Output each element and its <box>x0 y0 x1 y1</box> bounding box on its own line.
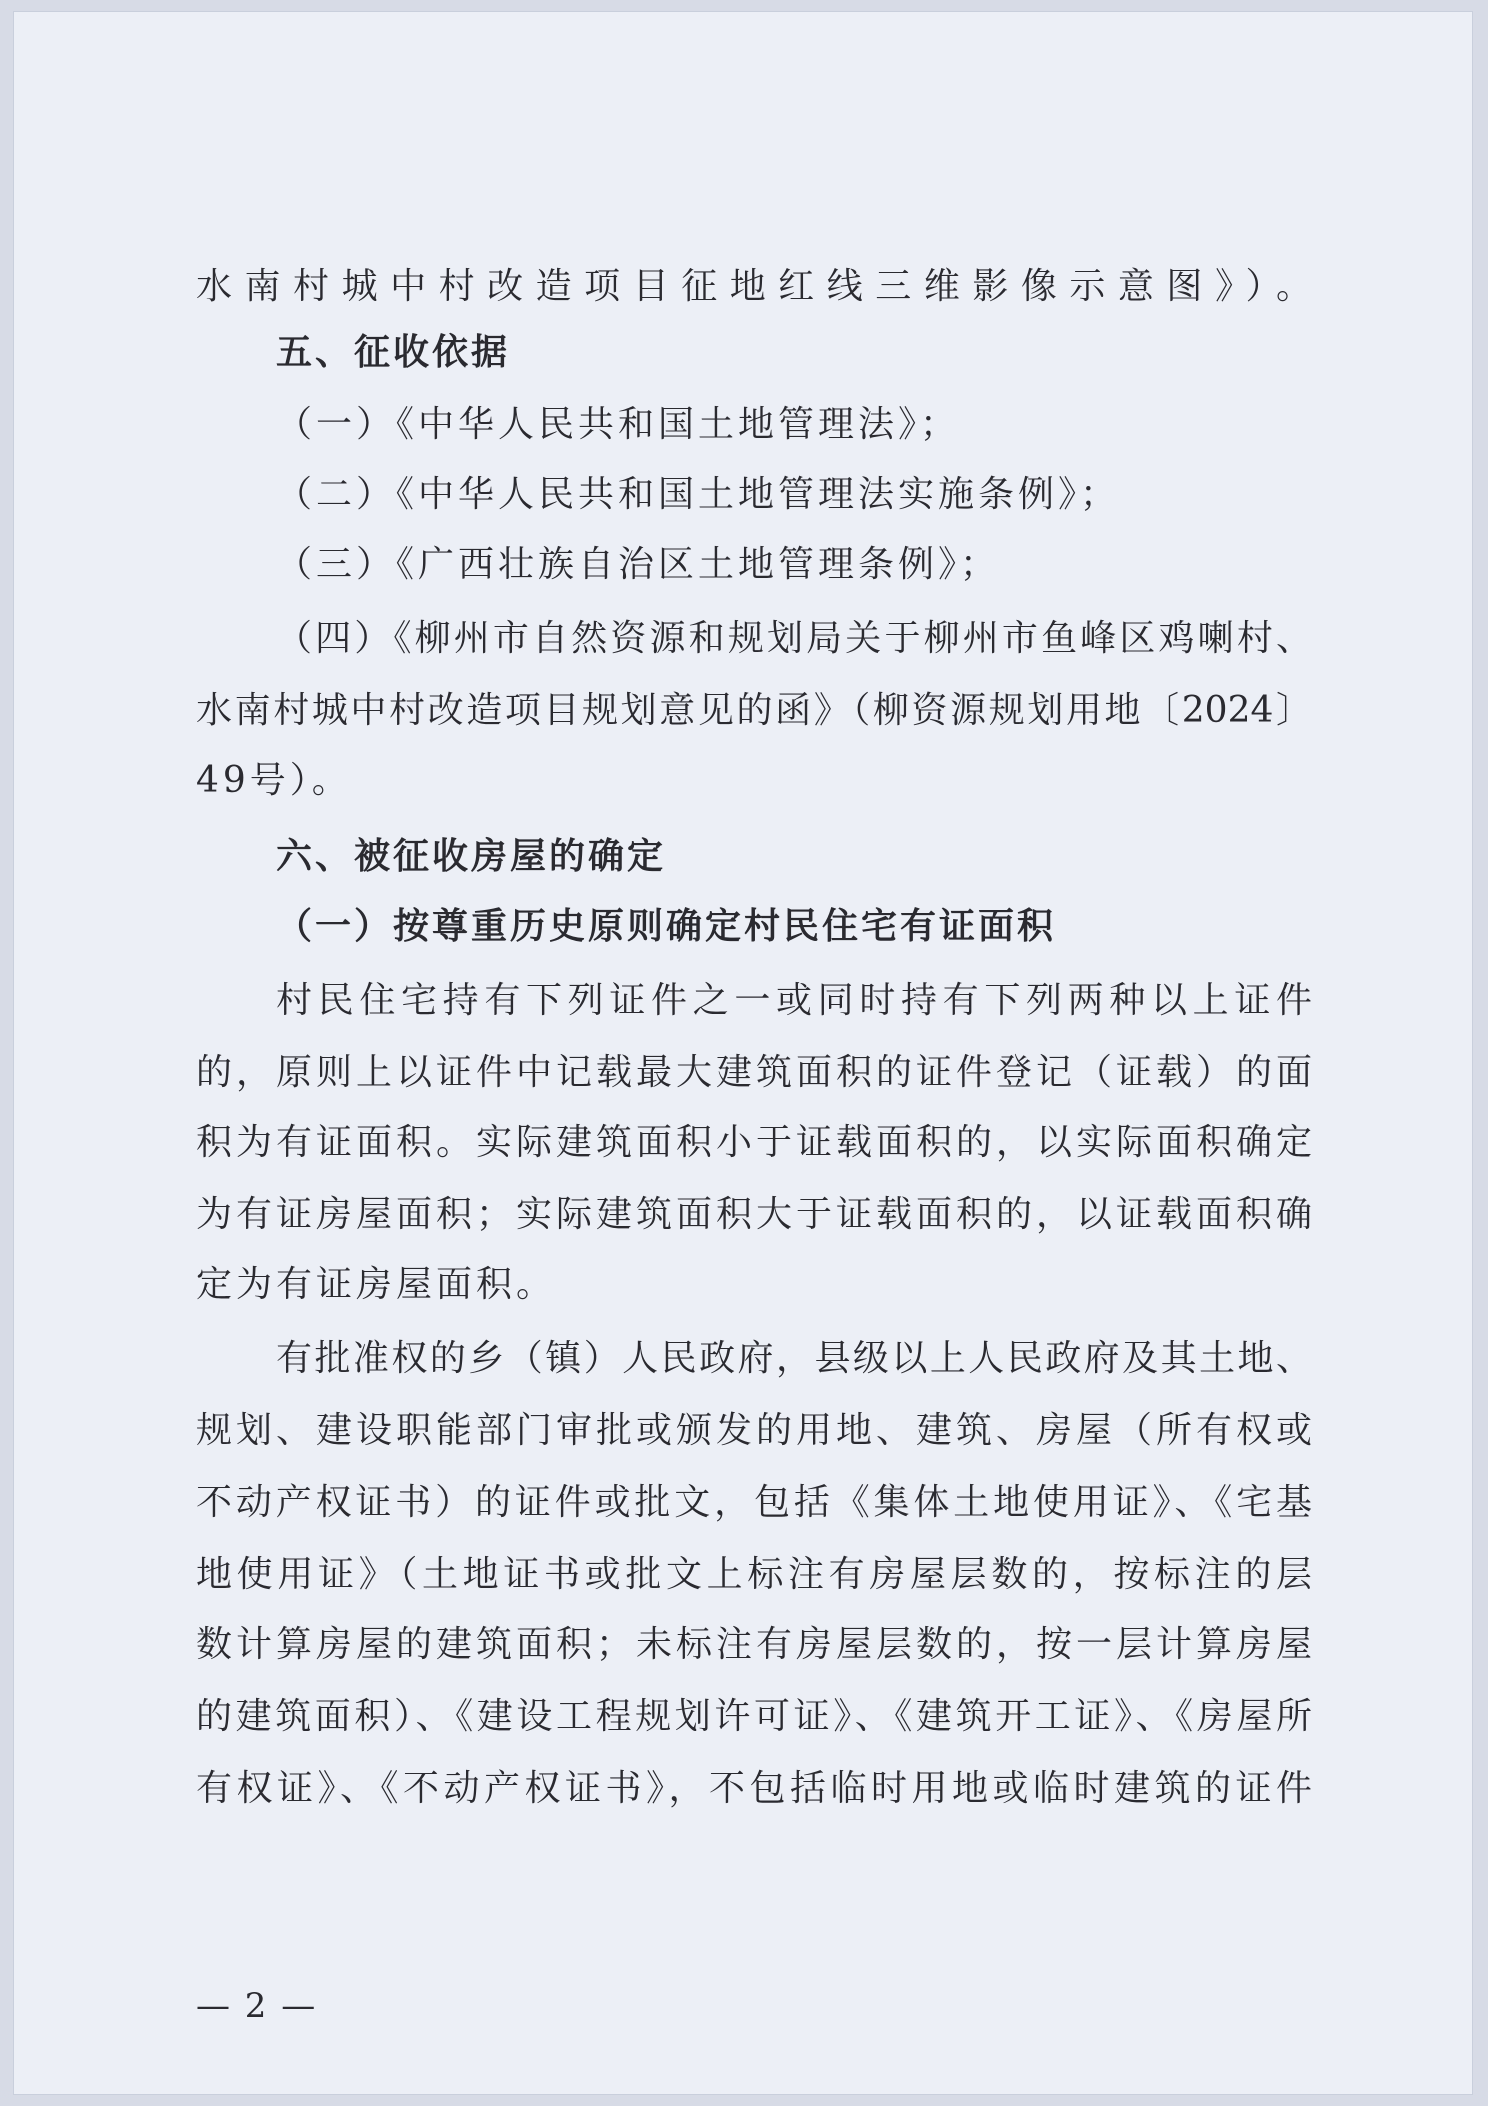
body-line: 村民住宅持有下列证件之一或同时持有下列两种以上证件 <box>276 980 1312 1021</box>
page-number: — 2 — <box>196 1986 318 2026</box>
body-line: 地使用证》（土地证书或批文上标注有房屋层数的，按标注的层 <box>196 1554 1312 1595</box>
body-line: 积为有证面积。实际建筑面积小于证载面积的，以实际面积确定 <box>196 1122 1312 1163</box>
body-line: 数计算房屋的建筑面积；未标注有房屋层数的，按一层计算房屋 <box>196 1624 1312 1665</box>
document-page <box>14 12 1472 2094</box>
body-line: 为有证房屋面积；实际建筑面积大于证载面积的，以证载面积确 <box>196 1194 1312 1235</box>
body-line: 水南村城中村改造项目规划意见的函》（柳资源规划用地〔2024〕 <box>196 690 1312 731</box>
section-heading-6: 六、被征收房屋的确定 <box>276 835 667 877</box>
basis-item-3: （三）《广西壮族自治区土地管理条例》； <box>276 544 1001 585</box>
section-heading-5: 五、征收依据 <box>276 331 511 373</box>
body-line: 水南村城中村改造项目征地红线三维影像示意图》）。 <box>196 266 1312 307</box>
subsection-heading: （一）按尊重历史原则确定村民住宅有证面积 <box>276 905 1057 947</box>
body-line: 不动产权证书）的证件或批文，包括《集体土地使用证》、《宅基 <box>196 1482 1312 1523</box>
body-line: 有批准权的乡（镇）人民政府，县级以上人民政府及其土地、 <box>276 1338 1312 1379</box>
body-line: 的，原则上以证件中记载最大建筑面积的证件登记（证载）的面 <box>196 1052 1312 1093</box>
body-line: 的建筑面积）、《建设工程规划许可证》、《建筑开工证》、《房屋所 <box>196 1696 1312 1737</box>
basis-item-4: （四）《柳州市自然资源和规划局关于柳州市鱼峰区鸡喇村、 <box>276 618 1312 659</box>
body-line: 有权证》、《不动产权证书》，不包括临时用地或临时建筑的证件 <box>196 1768 1312 1809</box>
basis-item-1: （一）《中华人民共和国土地管理法》； <box>276 404 961 445</box>
body-line: 规划、建设职能部门审批或颁发的用地、建筑、房屋（所有权或 <box>196 1410 1312 1451</box>
basis-item-2: （二）《中华人民共和国土地管理法实施条例》； <box>276 474 1121 515</box>
body-line: 定为有证房屋面积。 <box>196 1264 557 1305</box>
body-line: 49号）。 <box>196 760 352 801</box>
